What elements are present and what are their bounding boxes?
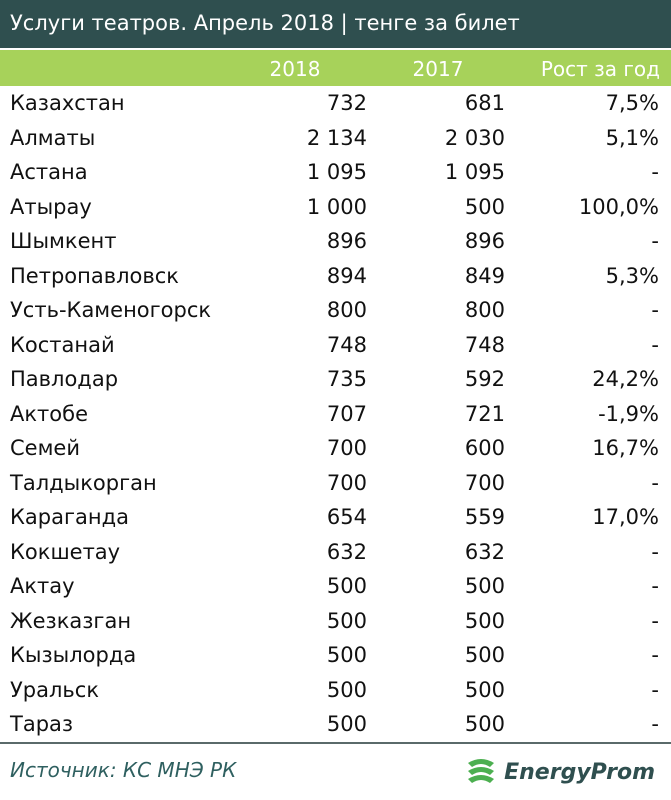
growth-cell: 16,7% [592, 436, 659, 460]
value-2018-cell: 500 [326, 677, 367, 702]
value-2017-cell: 748 [464, 332, 505, 357]
city-cell: Петропавловск [10, 263, 179, 288]
value-2017-cell: 896 [464, 229, 505, 253]
growth-cell: - [651, 160, 659, 184]
table-row [0, 535, 671, 570]
energyprom-logo-icon [464, 755, 498, 789]
table-row [0, 86, 671, 121]
value-2017-cell: 592 [464, 367, 505, 391]
value-2017-cell: 849 [464, 263, 505, 288]
growth-cell: -1,9% [598, 401, 659, 426]
column-header-bar [0, 50, 671, 86]
value-2018-cell: 500 [326, 608, 367, 633]
table-row [0, 569, 671, 604]
value-2018-cell: 735 [326, 367, 367, 391]
value-2017-cell: 600 [464, 436, 505, 460]
value-2017-cell: 559 [464, 505, 505, 529]
value-2018-cell: 1 095 [306, 160, 367, 184]
value-2017-cell: 500 [464, 643, 505, 667]
table-row [0, 431, 671, 466]
city-cell: Талдыкорган [10, 470, 157, 495]
growth-cell: 5,1% [605, 125, 659, 150]
value-2017-cell: 681 [464, 91, 505, 115]
city-cell: Кокшетау [10, 539, 121, 564]
value-2018-cell: 654 [326, 505, 367, 529]
value-2017-cell: 500 [464, 677, 505, 702]
value-2018-cell: 732 [326, 91, 367, 115]
table-row [0, 604, 671, 639]
table-row [0, 673, 671, 708]
growth-cell: - [651, 712, 659, 736]
value-2018-cell: 707 [326, 401, 367, 426]
city-cell: Актау [10, 574, 75, 598]
city-cell: Алматы [10, 125, 96, 150]
value-2017-cell: 500 [464, 712, 505, 736]
city-cell: Кызылорда [10, 643, 137, 667]
value-2018-cell: 2 134 [306, 125, 367, 150]
table-title: Услуги театров. Апрель 2018 | тенге за билет [10, 11, 520, 35]
value-2017-cell: 1 095 [444, 160, 505, 184]
value-2017-cell: 2 030 [444, 125, 505, 150]
growth-cell: 24,2% [592, 367, 659, 391]
city-cell: Уральск [10, 677, 100, 702]
growth-cell: - [651, 643, 659, 667]
value-2018-cell: 896 [326, 229, 367, 253]
table-row [0, 155, 671, 190]
city-cell: Астана [10, 160, 88, 184]
growth-cell: 100,0% [578, 194, 659, 219]
value-2017-cell: 500 [464, 608, 505, 633]
growth-cell: 7,5% [605, 91, 659, 115]
growth-cell: - [651, 608, 659, 633]
table-row [0, 328, 671, 363]
energyprom-logo [464, 752, 655, 792]
value-2018-cell: 748 [326, 332, 367, 357]
city-cell: Атырау [10, 194, 92, 219]
value-2018-cell: 500 [326, 574, 367, 598]
value-2017-cell: 632 [464, 539, 505, 564]
value-2017-cell: 500 [464, 194, 505, 219]
value-2018-cell: 700 [326, 436, 367, 460]
table-row [0, 293, 671, 328]
table-row [0, 500, 671, 535]
value-2017-cell: 700 [464, 470, 505, 495]
value-2018-cell: 632 [326, 539, 367, 564]
table-row [0, 397, 671, 432]
city-cell: Жезказган [10, 608, 132, 633]
value-2018-cell: 1 000 [306, 194, 367, 219]
logo-text: EnergyProm [504, 759, 655, 785]
footer-divider [0, 742, 671, 744]
table-row [0, 362, 671, 397]
city-cell: Тараз [10, 712, 74, 736]
growth-cell: - [651, 677, 659, 702]
value-2018-cell: 500 [326, 643, 367, 667]
value-2017-cell: 500 [464, 574, 505, 598]
city-cell: Караганда [10, 505, 129, 529]
column-header-2018: 2018 [269, 57, 321, 81]
table-row [0, 259, 671, 294]
city-cell: Семей [10, 436, 80, 460]
growth-cell: - [651, 332, 659, 357]
city-cell: Усть-Каменогорск [10, 298, 212, 322]
city-cell: Павлодар [10, 367, 119, 391]
city-cell: Костанай [10, 332, 115, 357]
table-row [0, 466, 671, 501]
growth-cell: - [651, 298, 659, 322]
title-bar [0, 0, 671, 48]
source-note: Источник: КС МНЭ РК [10, 758, 237, 782]
table-row [0, 121, 671, 156]
value-2018-cell: 894 [326, 263, 367, 288]
growth-cell: - [651, 574, 659, 598]
table-body [0, 86, 671, 742]
city-cell: Актобе [10, 401, 89, 426]
value-2018-cell: 700 [326, 470, 367, 495]
column-header-2017: 2017 [412, 57, 464, 81]
table-row [0, 707, 671, 742]
table-row [0, 638, 671, 673]
table-row [0, 224, 671, 259]
table-row [0, 190, 671, 225]
value-2017-cell: 800 [464, 298, 505, 322]
column-header-growth: Рост за год [540, 57, 660, 81]
value-2018-cell: 500 [326, 712, 367, 736]
city-cell: Казахстан [10, 91, 125, 115]
city-cell: Шымкент [10, 229, 117, 253]
value-2017-cell: 721 [464, 401, 505, 426]
growth-cell: - [651, 470, 659, 495]
value-2018-cell: 800 [326, 298, 367, 322]
growth-cell: 17,0% [592, 505, 659, 529]
growth-cell: - [651, 229, 659, 253]
growth-cell: 5,3% [605, 263, 659, 288]
growth-cell: - [651, 539, 659, 564]
